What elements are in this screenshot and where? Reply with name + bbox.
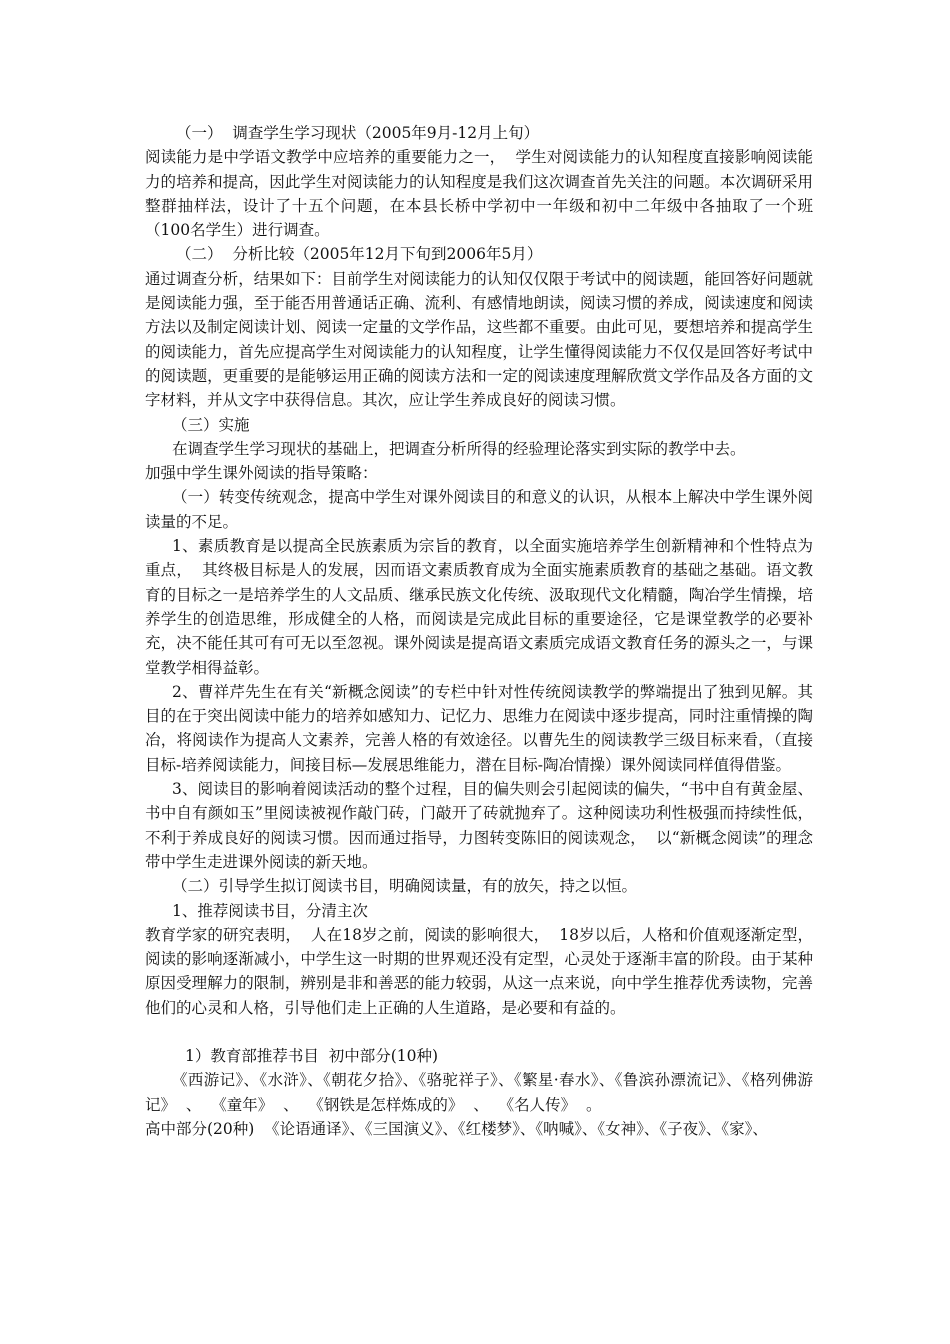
paragraph-implementation: 在调查学生学习现状的基础上，把调查分析所得的经验理论落实到实际的教学中去。 — [172, 439, 746, 458]
subheading-ministry-list: 1）教育部推荐书目 初中部分(10种) — [185, 1046, 439, 1065]
section-heading-analysis: （二） 分析比较（2005年12月下旬到2006年5月） — [176, 245, 543, 264]
paragraph-point-2: 2、曹祥芹先生在有关“新概念阅读”的专栏中针对性传统阅读教学的弊端提出了独到见解。其目的在于突出阅读中能力的培养如感知力、记忆力、思维力在阅读中逐步提高，同时注重情操的陶冶，将阅读作为提高人文素养，完善人格的有效途径。以曹先生的阅读教学三级目标来看，（直接目标-培养阅读能力，间接目标—发展思维能力，潜在目标-陶冶情操）课外阅读同样值得借鉴。 — [145, 682, 813, 774]
paragraph-strategy-intro: 加强中学生课外阅读的指导策略： — [145, 464, 378, 483]
book-list-senior: 高中部分(20种) 《论语通译》、《三国演义》、《红楼梦》、《呐喊》、《女神》、《子夜》、《家》、 — [145, 1119, 768, 1138]
paragraph-point-3: 3、阅读目的影响着阅读活动的整个过程，目的偏失则会引起阅读的偏失，“书中自有黄金屋、书中自有颜如玉”里阅读被视作敲门砖，门敲开了砖就抛弃了。这种阅读功利性极强而持续性低，不利于养成良好的阅读习惯。因而通过指导，力图转变陈旧的阅读观念， 以“新概念阅读”的理念带中学生走进课外阅读的新天地。 — [145, 780, 813, 871]
paragraph-research: 教育学家的研究表明， 人在18岁之前，阅读的影响很大， 18岁以后，人格和价值观逐渐定型，阅读的影响逐渐减小，中学生这一时期的世界观还没有定型，心灵处于逐渐丰富的阶段。由于某种原因受理解力的限制，辨别是非和善恶的能力较弱，从这一点来说，向中学生推荐优秀读物，完善他们的心灵和人格，引导他们走上正确的人生道路，是必要和有益的。 — [145, 925, 813, 1017]
section-heading-implementation: （三）实施 — [172, 415, 250, 434]
blank-line — [145, 1020, 813, 1044]
paragraph-analysis: 通过调查分析，结果如下：目前学生对阅读能力的认知仅仅限于考试中的阅读题，能回答好问题就是阅读能力强，至于能否用普通话正确、流利、有感情地朗读，阅读习惯的养成，阅读速度和阅读方法以及制定阅读计划、阅读一定量的文学作品，这些都不重要。由此可见，要想培养和提高学生的阅读能力，首先应提高学生对阅读能力的认知程度，让学生懂得阅读能力不仅仅是回答好考试中的阅读题，更重要的是能够运用正确的阅读方法和一定的阅读速度理解欣赏文学作品及各方面的文字材料，并从文字中获得信息。其次，应让学生养成良好的阅读习惯。 — [145, 269, 813, 410]
subheading-recommend-books: 1、推荐阅读书目，分清主次 — [172, 901, 368, 920]
book-list-junior: 《西游记》、《水浒》、《朝花夕拾》、《骆驼祥子》、《繁星·春水》、《鲁滨孙漂流记》、《格列佛游记》 、 《童年》 、 《钢铁是怎样炼成的》 、 《名人传》 。 — [145, 1071, 813, 1114]
paragraph-point-1: 1、素质教育是以提高全民族素质为宗旨的教育，以全面实施培养学生创新精神和个性特点为重点， 其终极目标是人的发展，因而语文素质教育成为全面实施素质教育的基础之基础。语文教育的目标之一是培养学生的人文品质、继承民族文化传统、汲取现代文化精髓，陶冶学生情操，培养学生的创造思维，形成健全的人格，而阅读是完成此目标的重要途径，它是课堂教学的必要补充，决不能任其可有可无以至忽视。课外阅读是提高语文素质完成语文教育任务的源头之一，与课堂教学相得益彰。 — [145, 537, 813, 677]
strategy-heading-2: （二）引导学生拟订阅读书目，明确阅读量，有的放矢，持之以恒。 — [172, 877, 638, 896]
paragraph-survey: 阅读能力是中学语文教学中应培养的重要能力之一， 学生对阅读能力的认知程度直接影响阅读能力的培养和提高，因此学生对阅读能力的认知程度是我们这次调查首先关注的问题。本次调研采用整群抽样法，设计了十五个问题，在本县长桥中学初中一年级和初中二年级中各抽取了一个班（100名学生）进行调查。 — [145, 148, 813, 240]
document-page — [145, 121, 813, 1141]
strategy-heading-1: （一）转变传统观念，提高中学生对课外阅读目的和意义的认识，从根本上解决中学生课外阅读量的不足。 — [145, 488, 813, 531]
section-heading-survey: （一） 调查学生学习现状（2005年9月-12月上旬） — [176, 124, 540, 142]
